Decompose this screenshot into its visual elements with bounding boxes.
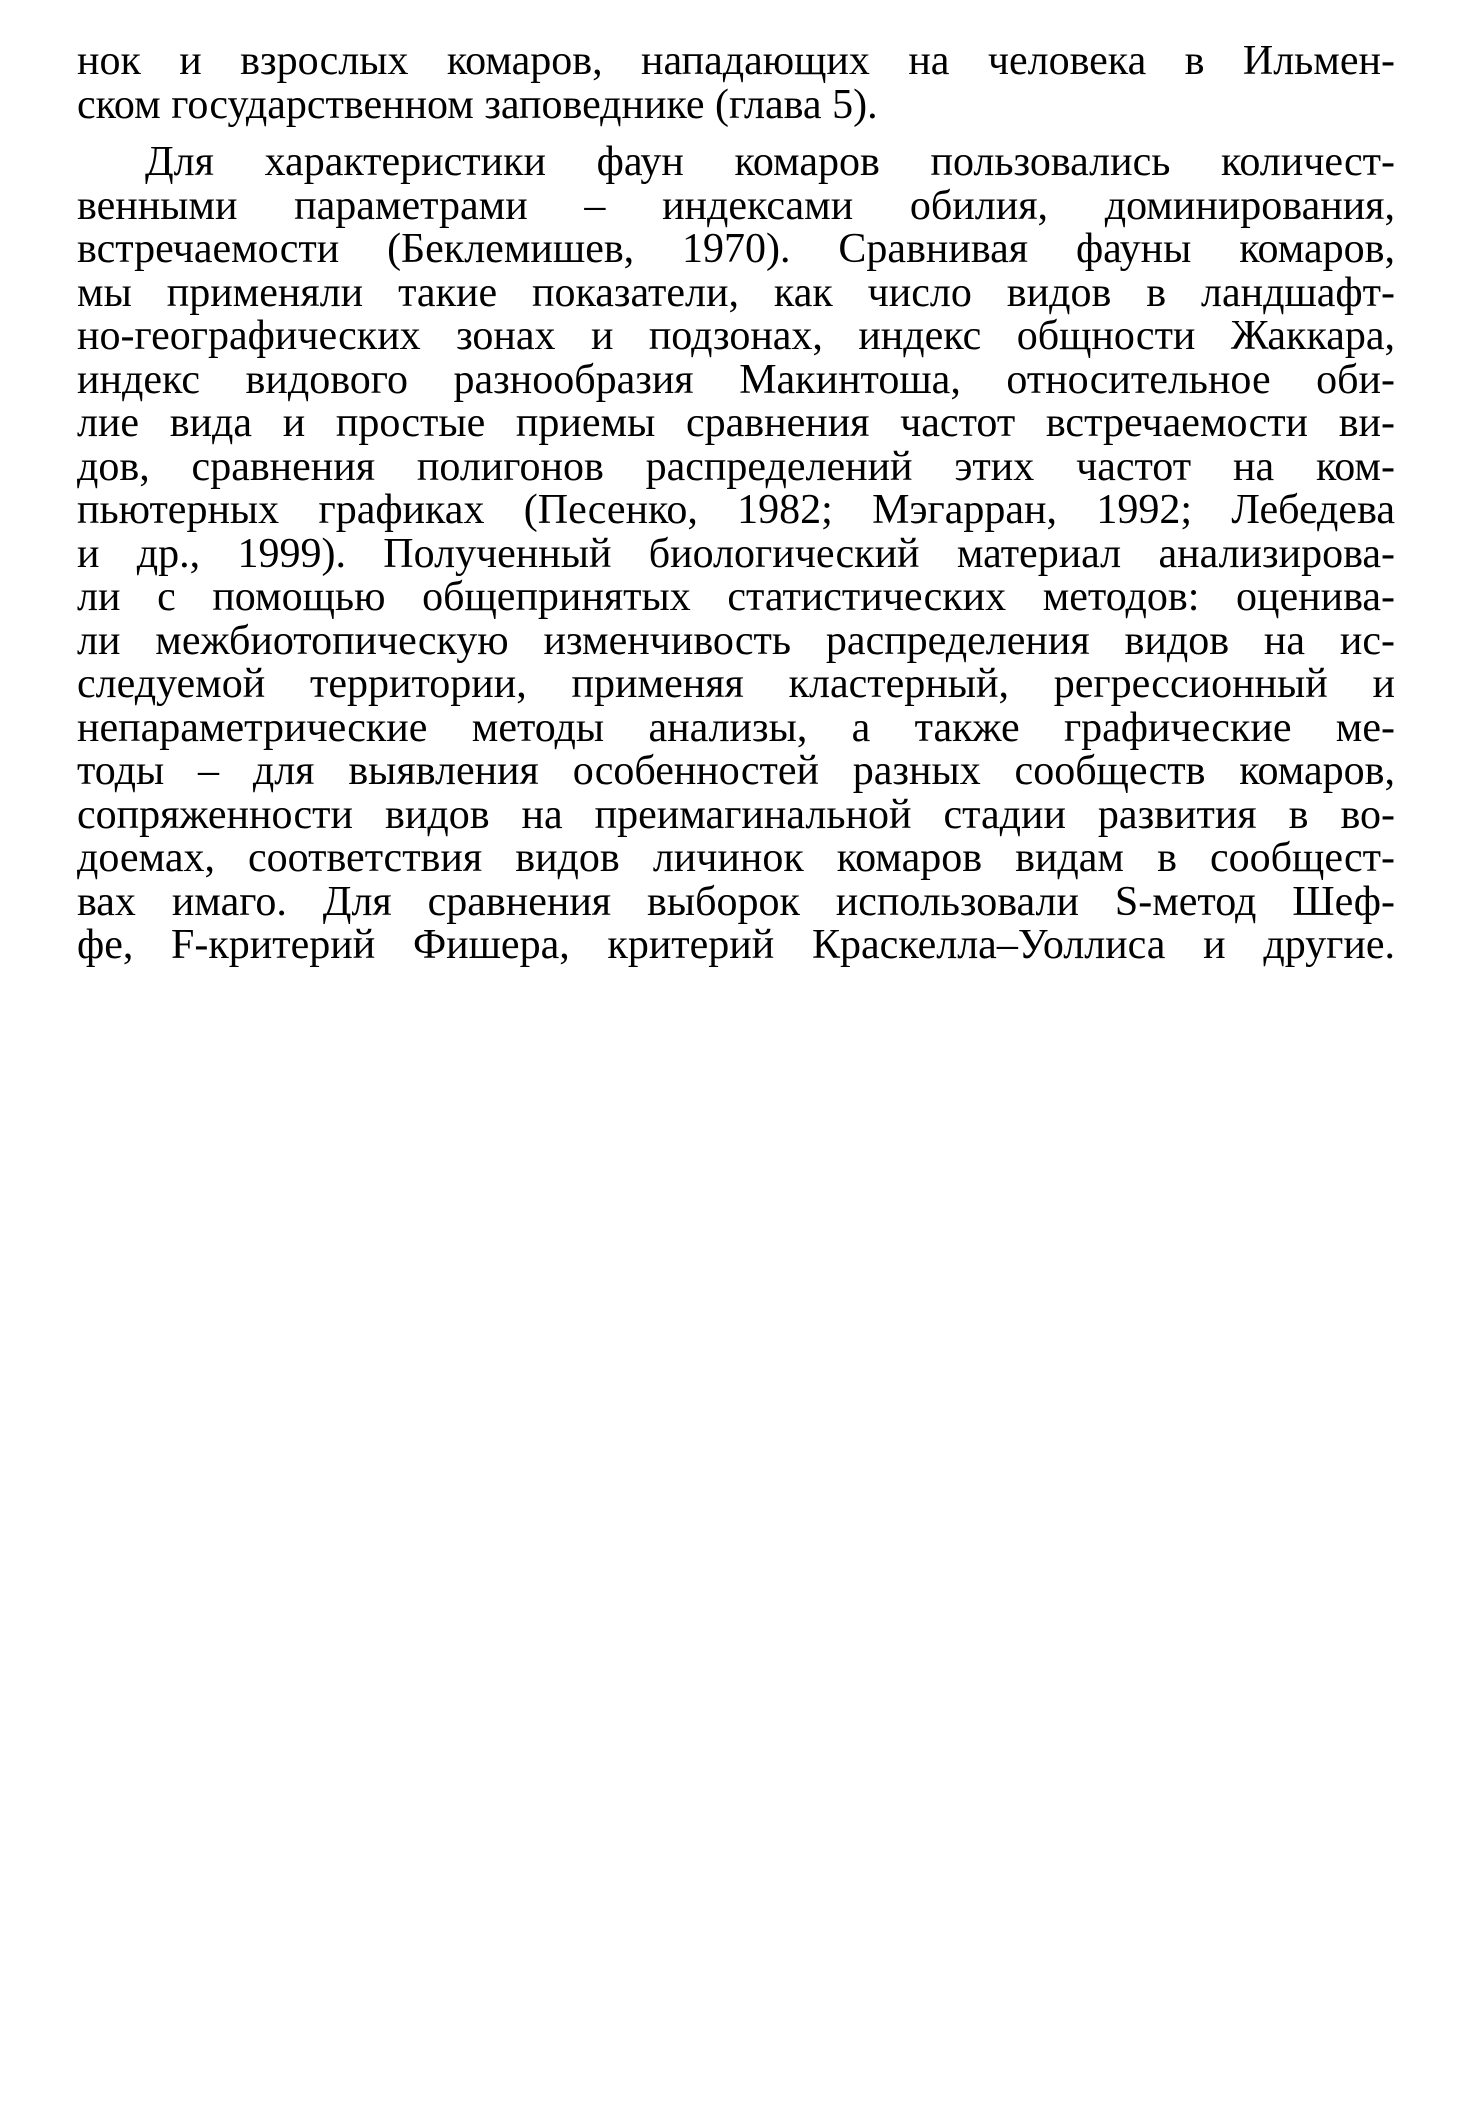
text-line: ском государственном заповеднике (глава 5).: [77, 81, 878, 128]
text-line: дов, сравнения полигонов распределений этих частот на ком-: [77, 443, 1395, 490]
text-line: доемах, соответствия видов личинок комаров видам в сообщест-: [77, 835, 1395, 881]
text-line: следуемой территории, применяя кластерный, регрессионный и: [77, 661, 1395, 707]
text-line: пьютерных графиках (Песенко, 1982; Мэгарран, 1992; Лебедева: [77, 487, 1395, 533]
text-line: тоды – для выявления особенностей разных сообществ комаров,: [77, 748, 1395, 794]
text-line: Для характеристики фаун комаров пользовались количест-: [145, 139, 1395, 185]
text-line: ли межбиотопическую изменчивость распределения видов на ис-: [77, 617, 1395, 664]
text-line: индекс видового разнообразия Макинтоша, относительное оби-: [77, 356, 1395, 403]
body-text: [77, 40, 1395, 968]
text-line: ли с помощью общепринятых статистических методов: оценива-: [77, 574, 1395, 620]
text-line: непараметрические методы анализы, а также графические ме-: [77, 704, 1395, 751]
text-line: фе, F-критерий Фишера, критерий Краскелла–Уоллиса и другие.: [77, 922, 1395, 968]
text-line: сопряженности видов на преимагинальной стадии развития в во-: [77, 791, 1395, 838]
text-line: но-географических зонах и подзонах, индекс общности Жаккара,: [77, 313, 1395, 359]
text-line: нок и взрослых комаров, нападающих на человека в Ильмен-: [77, 38, 1395, 84]
text-line: мы применяли такие показатели, как число видов в ландшафт-: [77, 269, 1395, 316]
text-line: лие вида и простые приемы сравнения частот встречаемости ви-: [77, 400, 1395, 446]
text-line: встречаемости (Беклемишев, 1970). Сравнивая фауны комаров,: [77, 226, 1395, 272]
text-line: вах имаго. Для сравнения выборок использовали S-метод Шеф-: [77, 878, 1395, 925]
paragraph-2: [77, 141, 1395, 968]
text-line: и др., 1999). Полученный биологический материал анализирова-: [77, 530, 1395, 577]
paragraph-1: [77, 40, 1395, 127]
text-line: венными параметрами – индексами обилия, доминирования,: [77, 182, 1395, 229]
